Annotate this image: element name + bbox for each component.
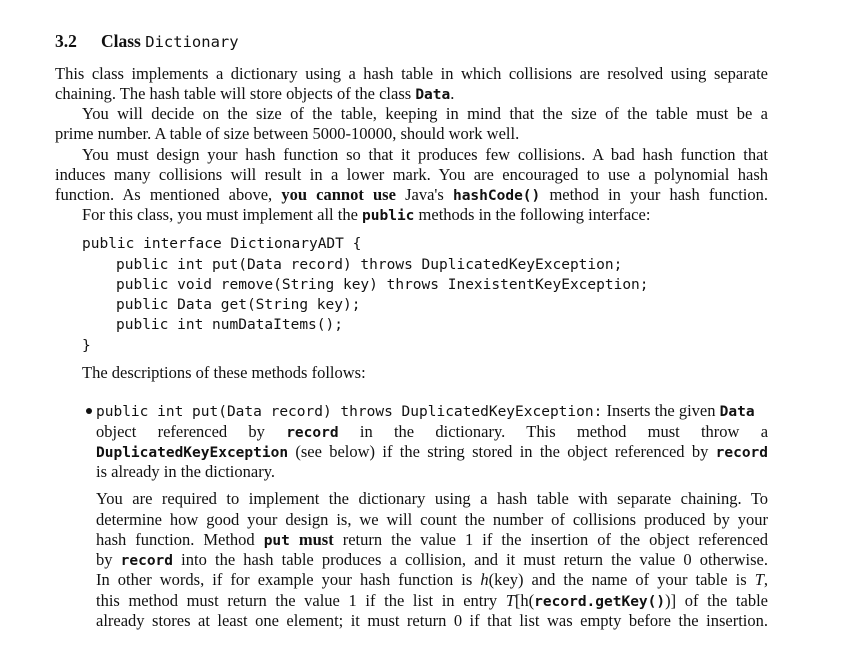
text-span: method in your hash function. — [549, 185, 768, 204]
text-span: object referenced by — [96, 422, 265, 441]
bullet-line-2 — [96, 422, 768, 443]
bold-span: must — [298, 530, 334, 549]
text-span: return the value 1 if the insertion of the object referenced — [342, 530, 769, 549]
text-span: function. As mentioned above, — [55, 185, 273, 204]
code-span: Data — [719, 404, 755, 420]
text-span: this method must return the value 1 if the list in entry — [96, 591, 498, 610]
paragraph-2-line-1: You will decide on the size of the table, keeping in mind that the size of the table must be a — [82, 104, 768, 123]
text-span: , — [763, 570, 769, 589]
code-method-numdataitems: public int numDataItems(); — [116, 317, 343, 333]
paragraph-4 — [82, 205, 650, 226]
text-span: chaining. The hash table will store objects of the class — [55, 84, 412, 103]
code-interface-open: public interface DictionaryADT { — [82, 236, 362, 252]
bullet-line-3 — [96, 442, 768, 463]
code-method-get: public Data get(String key); — [116, 297, 361, 313]
text-span: into the hash table produces a collision, and it must return the value 0 otherwise. — [181, 550, 768, 569]
code-span: record.getKey() — [534, 594, 666, 610]
text-span: . — [450, 84, 455, 103]
code-span: DuplicatedKeyException — [96, 445, 289, 461]
code-span: record — [120, 553, 174, 569]
code-span: put — [263, 533, 290, 549]
para2-line-3 — [96, 530, 768, 551]
paragraph-2-line-2: prime number. A table of size between 5000-10000, should work well. — [55, 124, 520, 143]
section-title: Class — [101, 31, 141, 51]
code-interface-close: } — [82, 338, 91, 354]
bullet-line-4: is already in the dictionary. — [96, 462, 275, 481]
para2-line-4 — [96, 550, 768, 571]
text-span: by — [96, 550, 113, 569]
para2-line-5 — [96, 570, 768, 590]
text-span: in the dictionary. — [359, 422, 506, 441]
text-span: [h( — [514, 591, 535, 610]
text-span: (see below) if the string stored in the object referenced by — [295, 442, 709, 461]
code-span: public — [362, 208, 415, 224]
section-number: 3.2 — [55, 31, 77, 51]
math-span: T — [505, 591, 515, 610]
text-span: For this class, you must implement all the — [82, 205, 358, 224]
text-span: In other words, if for example your hash function is — [96, 570, 473, 589]
paragraph-3-line-1: You must design your hash function so that it produces few collisions. A bad hash function that — [82, 145, 768, 164]
para2-line-1: You are required to implement the dictionary using a hash table with separate chaining. To — [96, 489, 768, 508]
para2-line-2: determine how good your design is, we will count the number of collisions produced by your — [96, 510, 768, 529]
code-span: Data — [415, 87, 451, 103]
paragraph-3-line-3 — [55, 185, 768, 206]
para2-line-7: already stores at least one element; it must return 0 if that list was empty before the insertion. — [96, 611, 768, 630]
text-span: hash function. Method — [96, 530, 255, 549]
bullet-icon — [86, 408, 92, 414]
text-span: This method must throw a — [526, 422, 769, 441]
section-heading — [55, 31, 239, 52]
math-span: h — [480, 570, 489, 589]
code-method-remove: public void remove(String key) throws InexistentKeyException; — [116, 277, 649, 293]
text-span: )] of the table — [665, 591, 768, 610]
para2-line-6 — [96, 591, 768, 612]
paragraph-3-line-2: induces many collisions will result in a lower mark. You are encouraged to use a polynomial hash — [55, 165, 768, 184]
text-span: (key) and the name of your table is — [488, 570, 747, 589]
section-title-code: Dictionary — [145, 33, 239, 51]
math-span: T — [754, 570, 764, 589]
code-span: record — [715, 445, 769, 461]
code-span: hashCode() — [452, 188, 541, 204]
text-span: Inserts the given — [606, 401, 716, 420]
paragraph-1-line-2 — [55, 84, 454, 105]
code-span: record — [286, 425, 339, 441]
text-span: methods in the following interface: — [418, 205, 651, 224]
code-span: public int put(Data record) throws DuplicatedKeyException: — [96, 404, 603, 420]
code-method-put: public int put(Data record) throws DuplicatedKeyException; — [116, 257, 623, 273]
descriptions-intro: The descriptions of these methods follows: — [82, 363, 366, 382]
bold-span: you cannot use — [281, 185, 396, 204]
bullet-line-1 — [96, 401, 768, 422]
paragraph-1-line-1: This class implements a dictionary using a hash table in which collisions are resolved using separate — [55, 64, 768, 83]
text-span: Java's — [405, 185, 444, 204]
